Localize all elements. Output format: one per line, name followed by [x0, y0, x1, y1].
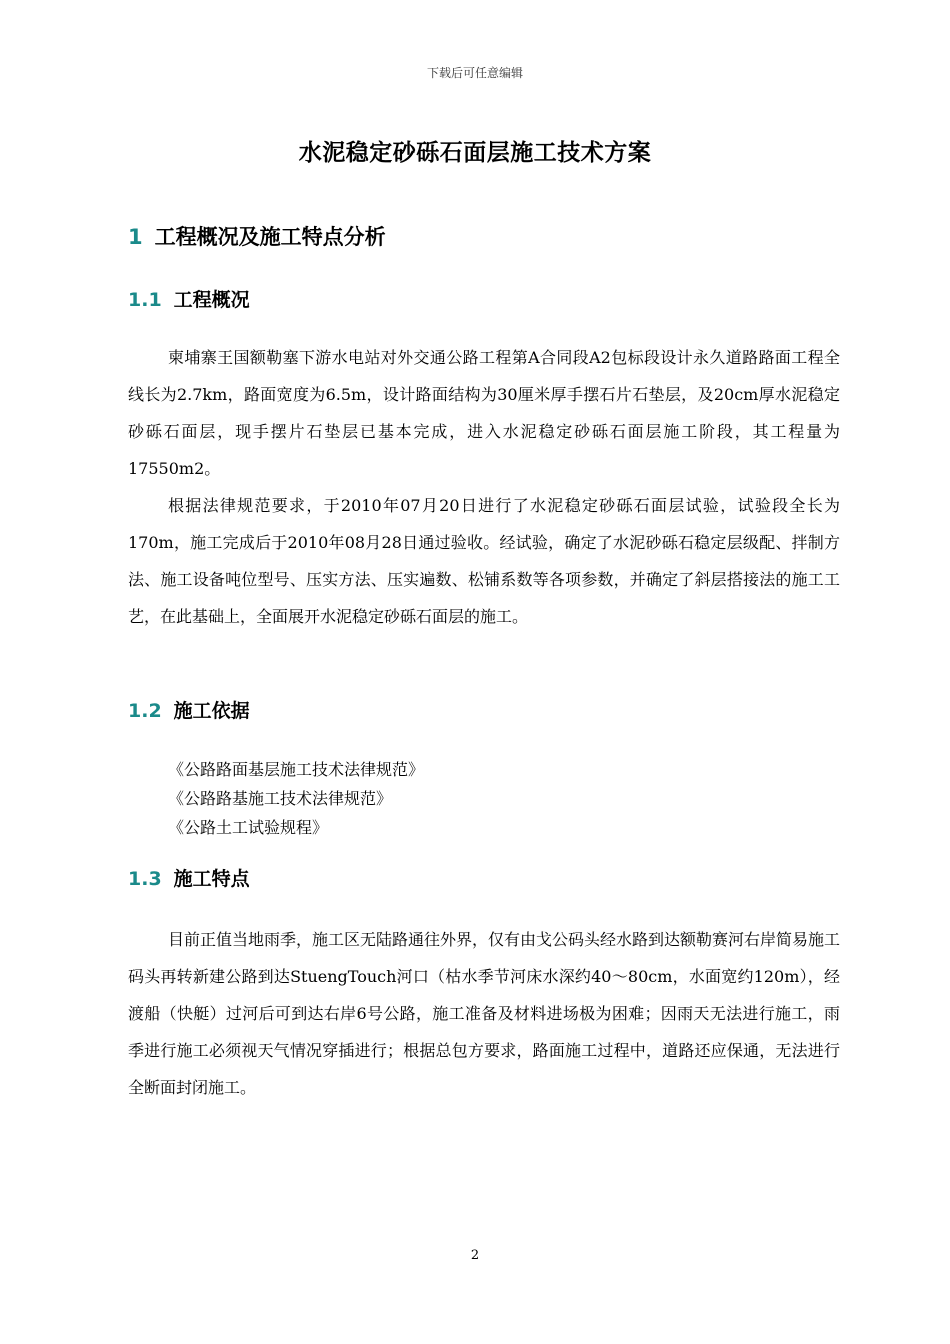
document-title: 水泥稳定砂砾石面层施工技术方案 [298, 140, 652, 166]
section-number: 1.1 [128, 289, 162, 311]
section-number: 1.3 [128, 868, 162, 890]
section-number: 1 [128, 225, 143, 249]
reference-item: 《公路路面基层施工技术法律规范》 [168, 760, 425, 779]
paragraph: 柬埔寨王国额勒塞下游水电站对外交通公路工程第A合同段A2包标段设计永久道路路面工程全线长为2.7km，路面宽度为6.5m，设计路面结构为30厘米厚手摆石片石垫层，及20cm厚水泥稳定砂砾石面层，现手摆片石垫层已基本完成，进入水泥稳定砂砾石面层施工阶段，其工程量为17550m2。 [128, 348, 840, 478]
section-label: 施工依据 [173, 700, 250, 722]
page-header: 下载后可任意编辑 [426, 66, 523, 80]
reference-item: 《公路土工试验规程》 [168, 818, 329, 837]
section-1-3-heading [128, 864, 250, 891]
reference-item: 《公路路基施工技术法律规范》 [168, 789, 393, 808]
section-label: 工程概况及施工特点分析 [154, 225, 386, 249]
section-1-2-heading [128, 696, 250, 723]
section-number: 1.2 [128, 700, 162, 722]
section-label: 施工特点 [173, 868, 250, 890]
section-label: 工程概况 [173, 289, 250, 311]
page-number: 2 [470, 1248, 480, 1263]
section-1-1-heading [128, 285, 250, 312]
paragraph: 根据法律规范要求，于2010年07月20日进行了水泥稳定砂砾石面层试验，试验段全长为170m，施工完成后于2010年08月28日通过验收。经试验，确定了水泥砂砾石稳定层级配、拌制方法、施工设备吨位型号、压实方法、压实遍数、松铺系数等各项参数，并确定了斜层搭接法的施工工艺，在此基础上，全面展开水泥稳定砂砾石面层的施工。 [128, 496, 840, 626]
paragraph: 目前正值当地雨季，施工区无陆路通往外界，仅有由戈公码头经水路到达额勒赛河右岸简易施工码头再转新建公路到达StuengTouch河口（枯水季节河床水深约40～80cm，水面宽约120m），经渡船（快艇）过河后可到达右岸6号公路，施工准备及材料进场极为困难；因雨天无法进行施工，雨季进行施工必须视天气情况穿插进行；根据总包方要求，路面施工过程中，道路还应保通，无法进行全断面封闭施工。 [128, 930, 841, 1097]
reference-list [168, 755, 424, 842]
section-1-heading [128, 221, 386, 251]
